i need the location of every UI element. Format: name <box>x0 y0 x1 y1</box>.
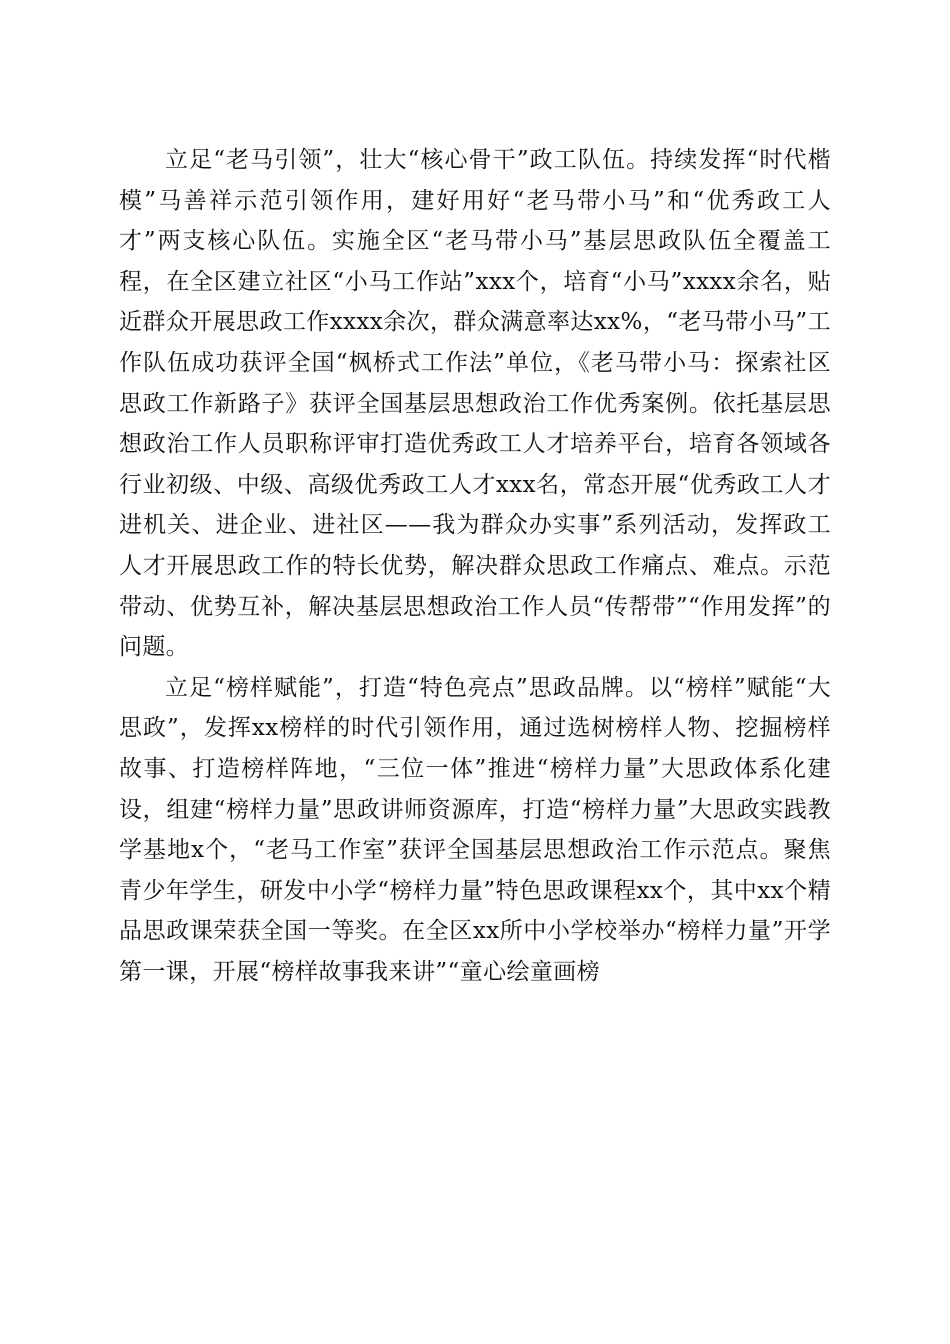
paragraph-old-ma-leadership: 立足“老马引领”，壮大“核心骨干”政工队伍。持续发挥“时代楷模”马善祥示范引领作用，建好用好“老马带小马”和“优秀政工人才”两支核心队伍。实施全区“老马带小马”基层思政队伍全覆盖工程，在全区建立社区“小马工作站”xxx个，培育“小马”xxxx余名，贴近群众开展思政工作xxxx余次，群众满意率达xx%，“老马带小马”工作队伍成功获评全国“枫桥式工作法”单位，《老马带小马：探索社区思政工作新路子》获评全国基层思想政治工作优秀案例。依托基层思想政治工作人员职称评审打造优秀政工人才培养平台，培育各领域各行业初级、中级、高级优秀政工人才xxx名，常态开展“优秀政工人才进机关、进企业、进社区——我为群众办实事”系列活动，发挥政工人才开展思政工作的特长优势，解决群众思政工作痛点、难点。示范带动、优势互补，解决基层思想政治工作人员“传帮带”“作用发挥”的问题。 <box>119 147 831 661</box>
paragraph-role-model-empowerment: 立足“榜样赋能”，打造“特色亮点”思政品牌。以“榜样”赋能“大思政”，发挥xx榜样的时代引领作用，通过选树榜样人物、挖掘榜样故事、打造榜样阵地，“三位一体”推进“榜样力量”大思政体系化建设，组建“榜样力量”思政讲师资源库，打造“榜样力量”大思政实践教学基地x个，“老马工作室”获评全国基层思想政治工作示范点。聚焦青少年学生，研发中小学“榜样力量”特色思政课程xx个，其中xx个精品思政课荣获全国一等奖。在全区xx所中小学校举办“榜样力量”开学第一课，开展“榜样故事我来讲”“童心绘童画榜 <box>119 674 831 985</box>
body-text <box>119 140 831 992</box>
